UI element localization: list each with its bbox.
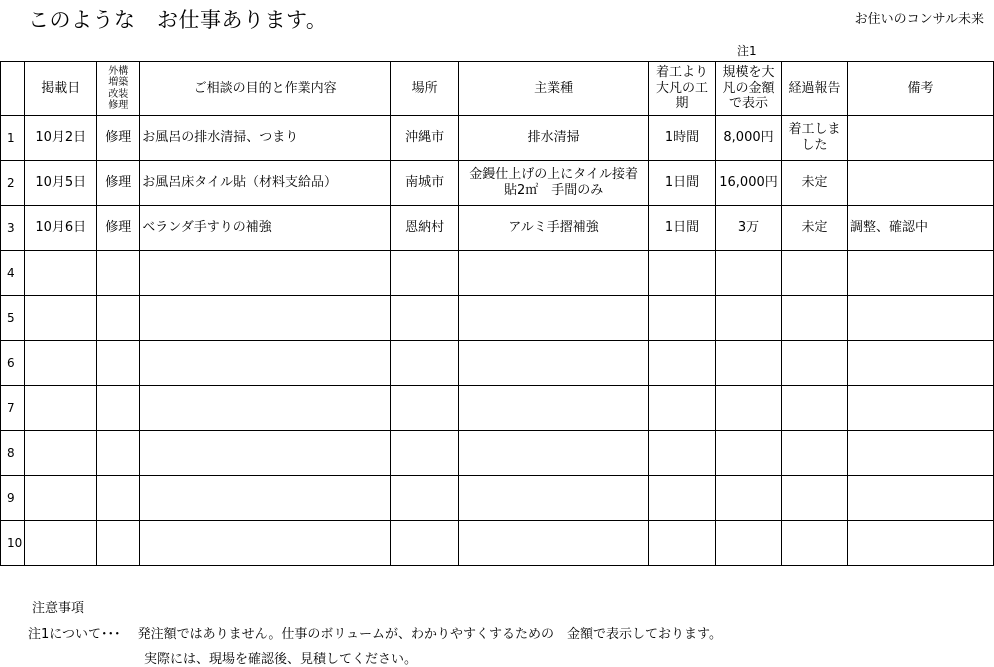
cell-progress <box>782 386 848 431</box>
cell-no: 5 <box>1 296 25 341</box>
table-row <box>1 386 994 431</box>
cell-no: 4 <box>1 251 25 296</box>
cell-remarks <box>847 251 993 296</box>
cell-purpose <box>140 476 391 521</box>
cell-progress <box>782 521 848 566</box>
cell-remarks <box>847 431 993 476</box>
cell-purpose: ベランダ手すりの補強 <box>140 206 391 251</box>
cell-scale <box>716 431 782 476</box>
cell-type <box>97 341 140 386</box>
cell-place <box>391 386 459 431</box>
cell-place: 南城市 <box>391 161 459 206</box>
cell-period <box>649 521 716 566</box>
cell-no: 10 <box>1 521 25 566</box>
jobs-table <box>0 61 994 566</box>
cell-scale <box>716 476 782 521</box>
table-row <box>1 431 994 476</box>
notes-heading: 注意事項 <box>32 601 85 616</box>
cell-period <box>649 341 716 386</box>
cell-category <box>459 476 649 521</box>
cell-period <box>649 296 716 341</box>
table-row <box>1 251 994 296</box>
cell-purpose <box>140 341 391 386</box>
cell-no: 8 <box>1 431 25 476</box>
cell-scale <box>716 296 782 341</box>
cell-progress: 未定 <box>782 161 848 206</box>
company-name: お住いのコンサル未来 <box>854 12 984 27</box>
cell-place <box>391 521 459 566</box>
cell-remarks <box>847 476 993 521</box>
cell-date: 10月2日 <box>25 116 97 161</box>
cell-remarks <box>847 161 993 206</box>
header-period: 着工より 大凡の工 期 <box>649 62 716 116</box>
table-row <box>1 341 994 386</box>
cell-progress <box>782 296 848 341</box>
header-type: 外構 増築 改装 修理 <box>97 62 140 116</box>
cell-date <box>25 341 97 386</box>
cell-remarks <box>847 521 993 566</box>
header-remarks: 備考 <box>847 62 993 116</box>
header-category: 主業種 <box>459 62 649 116</box>
cell-purpose: お風呂床タイル貼（材料支給品） <box>140 161 391 206</box>
cell-type <box>97 476 140 521</box>
cell-progress <box>782 251 848 296</box>
cell-place <box>391 296 459 341</box>
table-row <box>1 521 994 566</box>
cell-progress: 着工しま した <box>782 116 848 161</box>
cell-category: 排水清掃 <box>459 116 649 161</box>
cell-place: 沖縄市 <box>391 116 459 161</box>
cell-date <box>25 431 97 476</box>
cell-type <box>97 251 140 296</box>
cell-date <box>25 521 97 566</box>
cell-no: 2 <box>1 161 25 206</box>
cell-type <box>97 521 140 566</box>
cell-category <box>459 296 649 341</box>
cell-period: 1日間 <box>649 206 716 251</box>
cell-remarks <box>847 296 993 341</box>
table-row <box>1 161 994 206</box>
cell-progress <box>782 431 848 476</box>
cell-date <box>25 296 97 341</box>
cell-place <box>391 476 459 521</box>
cell-scale: 3万 <box>716 206 782 251</box>
cell-category <box>459 431 649 476</box>
cell-date <box>25 386 97 431</box>
cell-no: 1 <box>1 116 25 161</box>
cell-type: 修理 <box>97 116 140 161</box>
cell-scale <box>716 251 782 296</box>
cell-category <box>459 521 649 566</box>
notes-line-1: 注1について･･･ 発注額ではありません。仕事のボリュームが、わかりやすくするための 金額で表示しております。 <box>28 627 722 642</box>
cell-place <box>391 251 459 296</box>
cell-date: 10月6日 <box>25 206 97 251</box>
cell-remarks: 調整、確認中 <box>847 206 993 251</box>
cell-remarks <box>847 116 993 161</box>
cell-category: 金鏝仕上げの上にタイル接着 貼2㎡ 手間のみ <box>459 161 649 206</box>
cell-no: 3 <box>1 206 25 251</box>
header-scale: 規模を大 凡の金額 で表示 <box>716 62 782 116</box>
cell-type <box>97 431 140 476</box>
cell-period <box>649 431 716 476</box>
cell-scale <box>716 341 782 386</box>
cell-purpose <box>140 431 391 476</box>
cell-progress <box>782 341 848 386</box>
cell-purpose: お風呂の排水清掃、つまり <box>140 116 391 161</box>
cell-remarks <box>847 386 993 431</box>
header-purpose: ご相談の目的と作業内容 <box>140 62 391 116</box>
header-date: 掲載日 <box>25 62 97 116</box>
cell-date: 10月5日 <box>25 161 97 206</box>
cell-scale: 16,000円 <box>716 161 782 206</box>
cell-category <box>459 386 649 431</box>
table-row <box>1 206 994 251</box>
cell-category: アルミ手摺補強 <box>459 206 649 251</box>
cell-no: 6 <box>1 341 25 386</box>
cell-category <box>459 341 649 386</box>
table-row <box>1 116 994 161</box>
cell-type <box>97 386 140 431</box>
cell-type: 修理 <box>97 206 140 251</box>
cell-place <box>391 341 459 386</box>
cell-place: 恩納村 <box>391 206 459 251</box>
page-title: このような お仕事あります。 <box>28 8 328 32</box>
header-progress: 経過報告 <box>782 62 848 116</box>
cell-progress: 未定 <box>782 206 848 251</box>
cell-period: 1日間 <box>649 161 716 206</box>
table-row <box>1 296 994 341</box>
cell-progress <box>782 476 848 521</box>
cell-period <box>649 476 716 521</box>
cell-purpose <box>140 521 391 566</box>
cell-no: 9 <box>1 476 25 521</box>
cell-type: 修理 <box>97 161 140 206</box>
note-marker: 注1 <box>737 44 757 58</box>
cell-period: 1時間 <box>649 116 716 161</box>
header-place: 場所 <box>391 62 459 116</box>
cell-category <box>459 251 649 296</box>
cell-date <box>25 251 97 296</box>
table-header-row <box>1 62 994 116</box>
cell-remarks <box>847 341 993 386</box>
cell-date <box>25 476 97 521</box>
cell-scale <box>716 521 782 566</box>
cell-place <box>391 431 459 476</box>
notes-line-2: 実際には、現場を確認後、見積してください。 <box>144 652 418 667</box>
cell-no: 7 <box>1 386 25 431</box>
cell-scale <box>716 386 782 431</box>
cell-purpose <box>140 386 391 431</box>
cell-period <box>649 251 716 296</box>
header-no <box>1 62 25 116</box>
cell-scale: 8,000円 <box>716 116 782 161</box>
cell-type <box>97 296 140 341</box>
cell-purpose <box>140 251 391 296</box>
table-row <box>1 476 994 521</box>
cell-period <box>649 386 716 431</box>
cell-purpose <box>140 296 391 341</box>
